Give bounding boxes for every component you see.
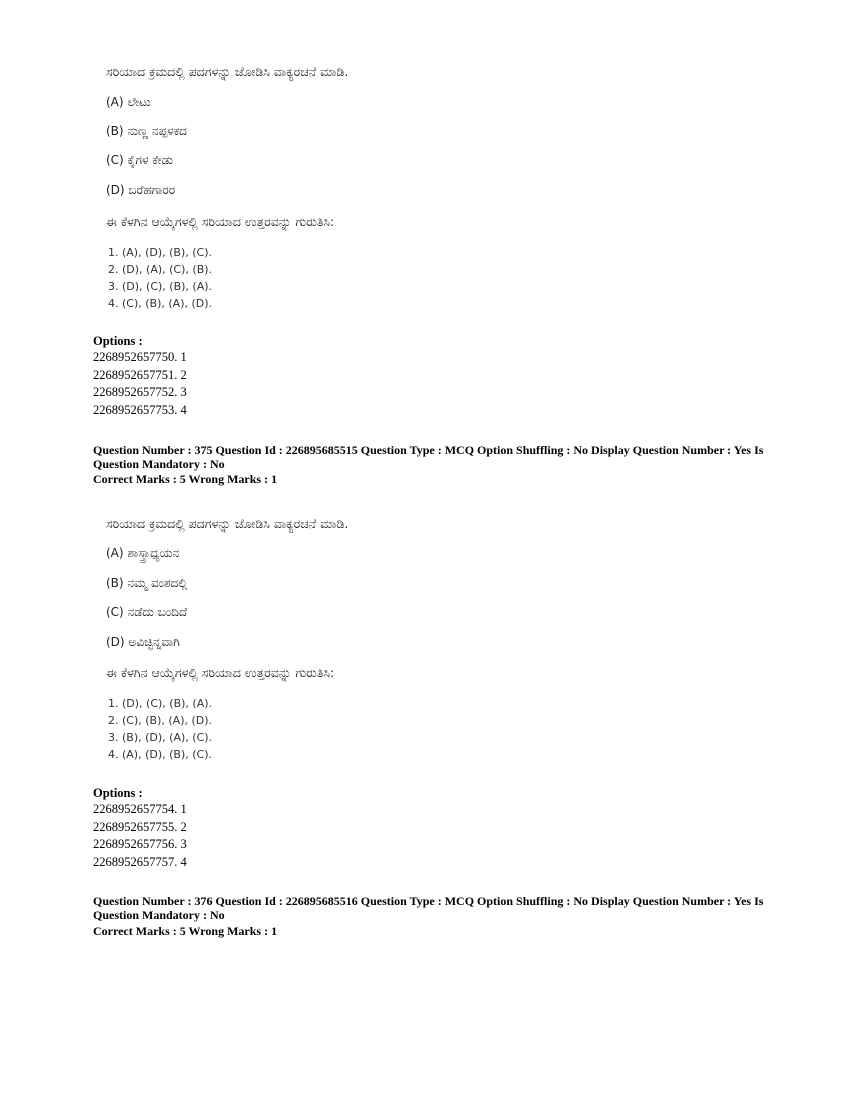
- option-item: 2268952657751. 2: [93, 367, 187, 382]
- question-marks: Correct Marks : 5 Wrong Marks : 1: [93, 924, 278, 938]
- option-item: 2268952657756. 3: [93, 837, 187, 852]
- option-item: 2268952657750. 1: [93, 350, 187, 364]
- question-meta: Question Number : 376 Question Id : 226895685516 Question Type : MCQ Option Shuffling : No Display Question Number : Yes Is Question Mandatory : No: [93, 894, 764, 922]
- answer-choice-item: 3. (D), (C), (B), (A).: [108, 280, 213, 293]
- answer-choice-item: 3. (B), (D), (A), (C).: [108, 731, 213, 744]
- options-heading: Options :: [93, 334, 143, 348]
- answer-instruction: ಈ ಕೆಳಗಿನ ಆಯ್ಕೆಗಳಲ್ಲಿ ಸರಿಯಾದ ಉತ್ತರವನ್ನು ಗುರುತಿಸಿ:: [106, 214, 335, 229]
- options-list: [93, 349, 187, 419]
- choice-d: (D) ಬರೆಹಗಾರರ: [106, 183, 176, 197]
- choice-b: (B) ನಮ್ಮ ವಂಶದಲ್ಲಿ: [106, 576, 188, 590]
- option-item: 2268952657757. 4: [93, 854, 187, 869]
- question-stem: ಸರಿಯಾದ ಕ್ರಮದಲ್ಲಿ ಪದಗಳನ್ನು ಜೋಡಿಸಿ ವಾಕ್ಯರಚನೆ ಮಾಡಿ.: [106, 64, 349, 79]
- answer-choice-list: [108, 695, 212, 763]
- answer-choice-list: [108, 244, 212, 312]
- options-heading: Options :: [93, 786, 143, 800]
- answer-choice-item: 2. (C), (B), (A), (D).: [108, 714, 213, 727]
- choice-d: (D) ಅವಿಚ್ಛಿನ್ನವಾಗಿ: [106, 635, 180, 649]
- option-item: 2268952657754. 1: [93, 802, 187, 816]
- choice-b: (B) ನುಣ್ಣ ನಪ್ಪಳಕದ: [106, 124, 187, 138]
- answer-choice-item: 4. (C), (B), (A), (D).: [108, 297, 213, 310]
- answer-choice-item: 2. (D), (A), (C), (B).: [108, 263, 213, 276]
- question-marks: Correct Marks : 5 Wrong Marks : 1: [93, 472, 278, 486]
- choice-c: (C) ನಡೆದು ಬಂದಿದೆ: [106, 605, 188, 619]
- question-stem: ಸರಿಯಾದ ಕ್ರಮದಲ್ಲಿ ಪದಗಳನ್ನು ಜೋಡಿಸಿ ವಾಕ್ಯರಚನೆ ಮಾಡಿ.: [106, 516, 349, 531]
- option-item: 2268952657752. 3: [93, 385, 187, 400]
- option-item: 2268952657753. 4: [93, 402, 187, 417]
- answer-choice-item: 1. (A), (D), (B), (C).: [108, 246, 213, 259]
- choice-a: (A) ಶಾಸ್ತ್ರಾಧ್ಯಯನ: [106, 546, 180, 560]
- choice-c: (C) ಕೈಗಳ ಕೇಡು: [106, 153, 174, 167]
- answer-instruction: ಈ ಕೆಳಗಿನ ಆಯ್ಕೆಗಳಲ್ಲಿ ಸರಿಯಾದ ಉತ್ತರವನ್ನು ಗುರುತಿಸಿ:: [106, 665, 335, 680]
- option-item: 2268952657755. 2: [93, 819, 187, 834]
- question-meta: Question Number : 375 Question Id : 226895685515 Question Type : MCQ Option Shuffling : No Display Question Number : Yes Is Question Mandatory : No: [93, 443, 764, 471]
- answer-choice-item: 4. (A), (D), (B), (C).: [108, 748, 213, 761]
- choice-a: (A) ಲೇಟು: [106, 95, 151, 109]
- answer-choice-item: 1. (D), (C), (B), (A).: [108, 697, 213, 710]
- options-list: [93, 801, 187, 871]
